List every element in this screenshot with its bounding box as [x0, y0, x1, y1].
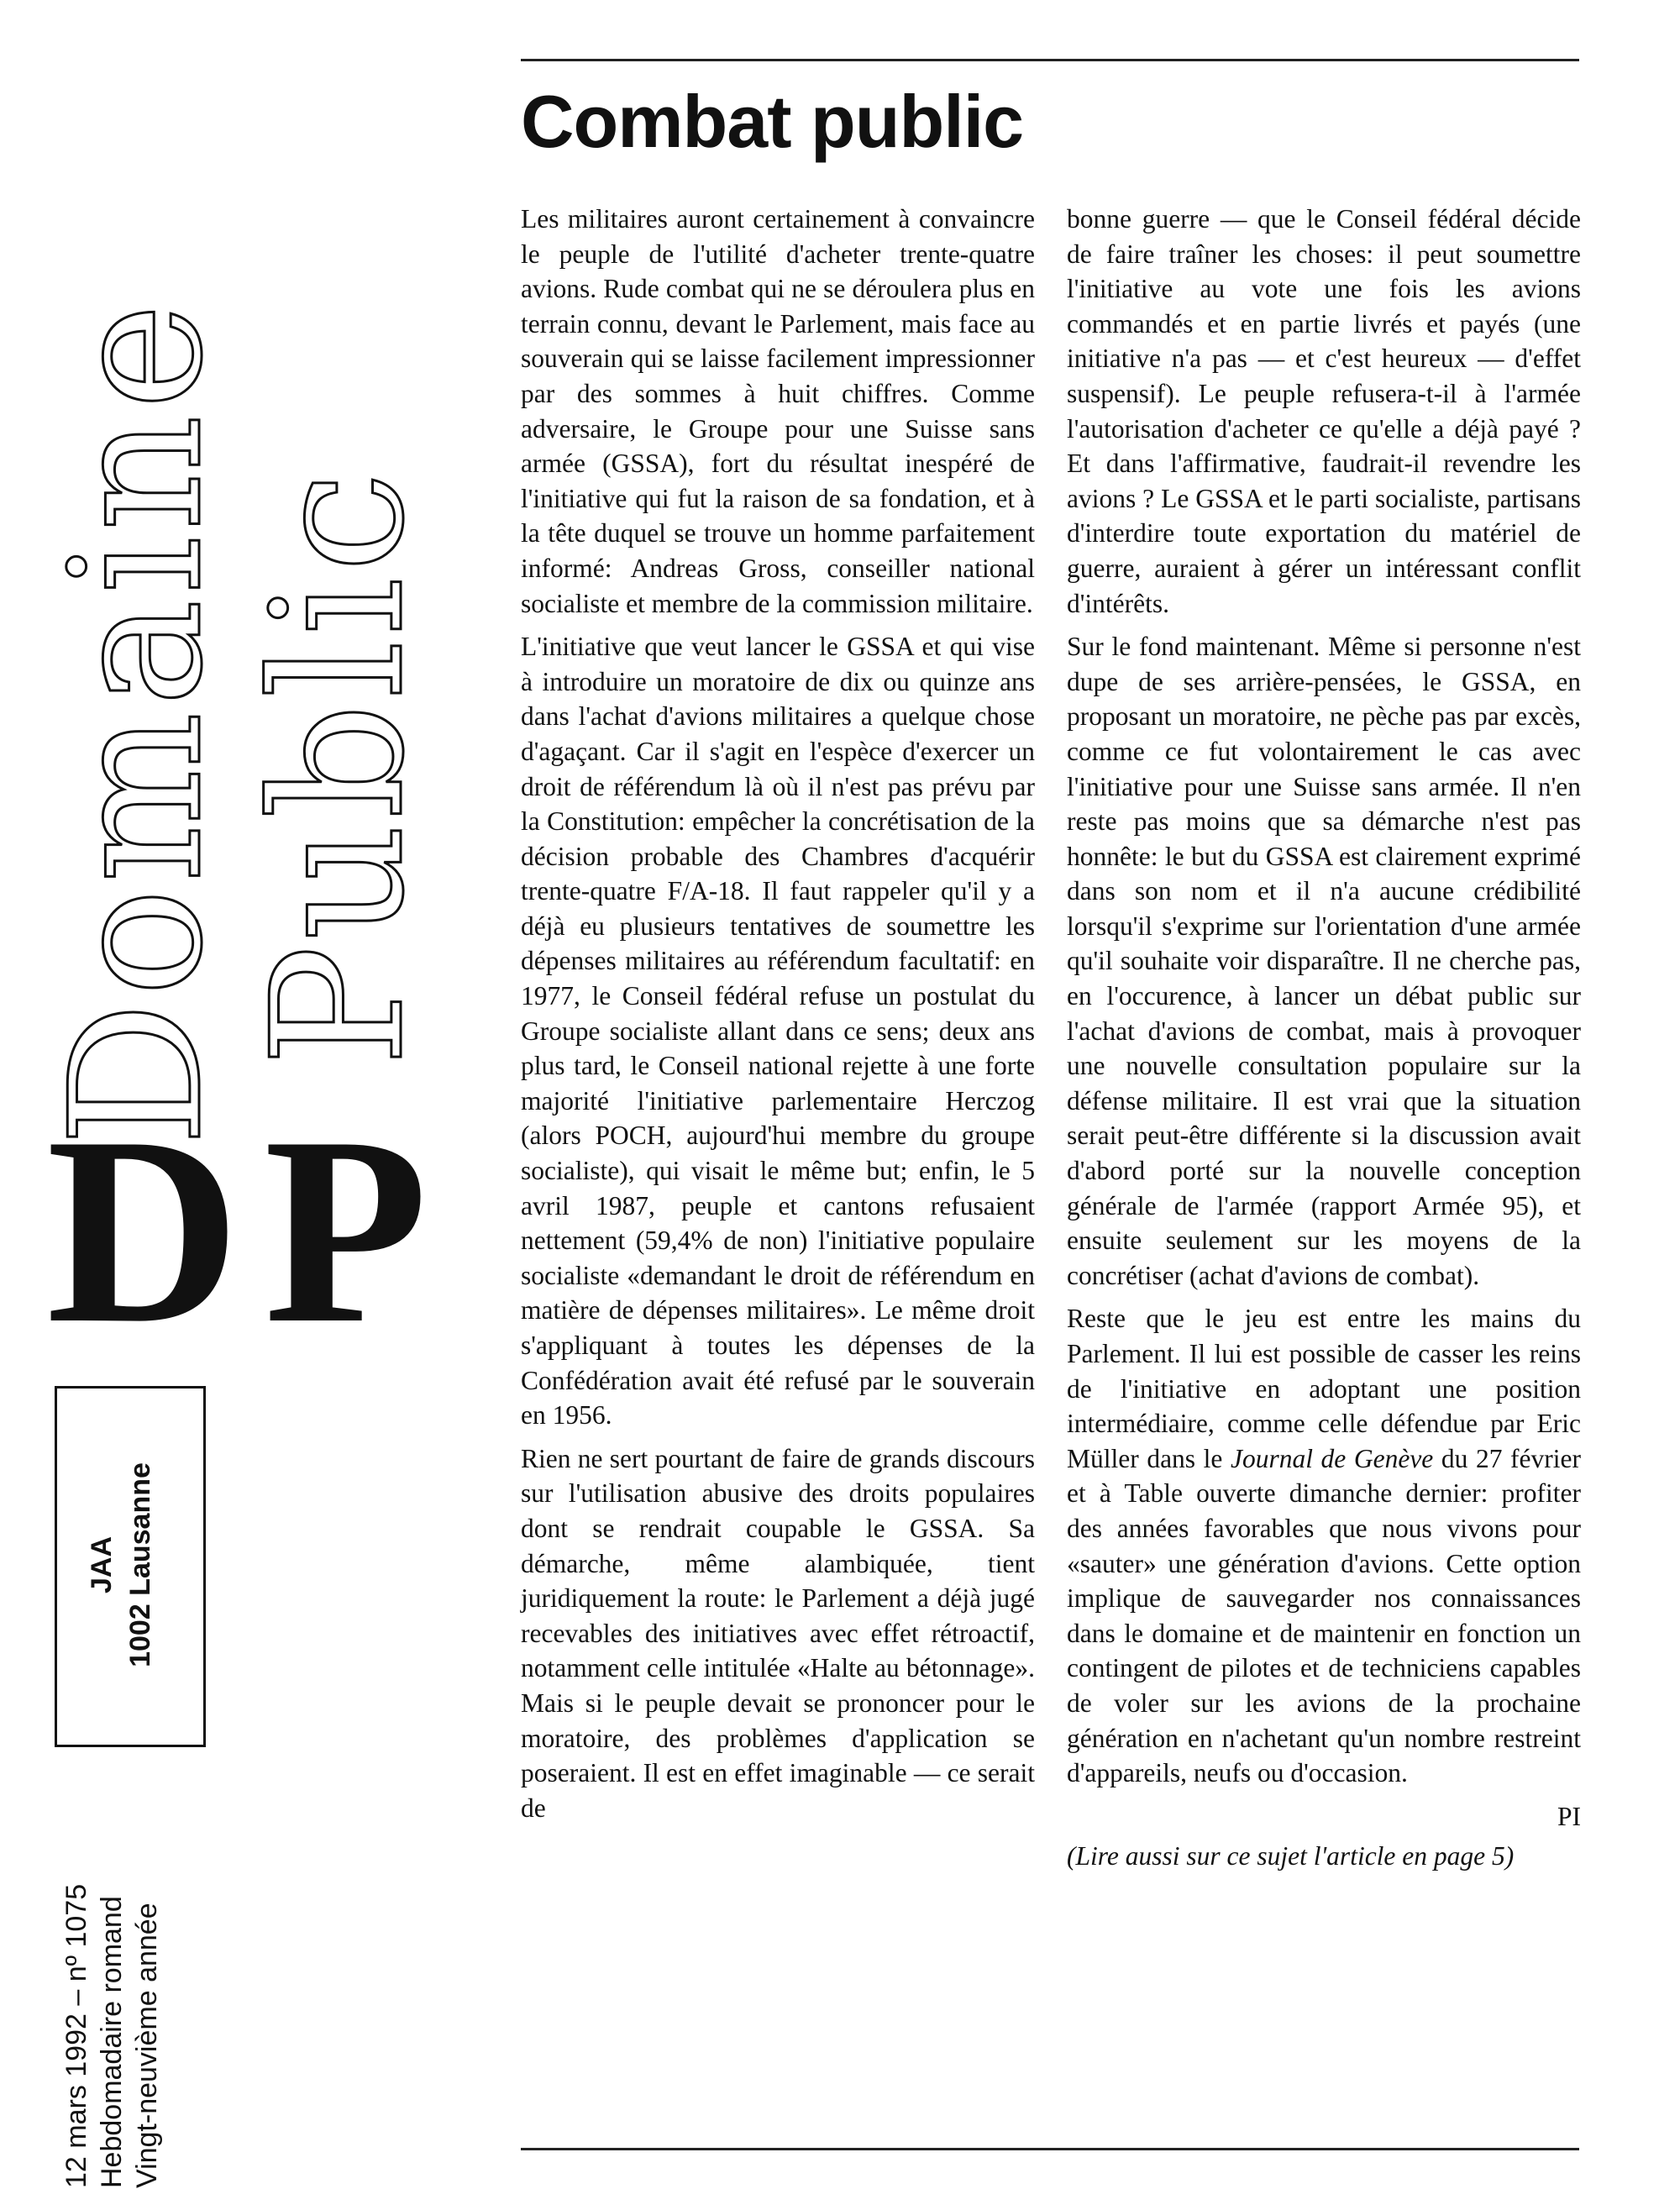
mailing-city: 1002 Lausanne [124, 1462, 156, 1667]
issue-info [59, 1884, 165, 2188]
newspaper-title: Journal de Genève [1230, 1443, 1434, 1473]
paragraph: L'initiative que veut lancer le GSSA et qui vise à introduire un moratoire de dix ou quinze ans dans l'achat d'avions militaires a quelque chose d'agaçant. Car il s'agit en l'espèce d'exercer un droit de référendum là où il n'est pas prévu par la Constitution: empêcher la concrétisation de la décision probable des Chambres d'acquérir trente-quatre F/A-18. Il faut rappeler qu'il y a déjà eu plusieurs tentatives de soumettre les dépenses militaires au référendum facultatif: en 1977, le Conseil fédéral refuse un postulat du Groupe socialiste allant dans ce sens; deux ans plus tard, le Conseil national rejette à une forte majorité l'initiative parlementaire Herczog (alors POCH, aujourd'hui membre du groupe socialiste), qui visait le même but; enfin, le 5 avril 1987, peuple et cantons refusaient nettement (59,4% de non) l'initiative populaire socialiste «demandant le droit de référendum en matière de dépenses militaires». Le même droit s'appliquant à toutes les dépenses de la Confédération avait été refusé par le souverain en 1956. [521, 632, 1035, 1430]
paragraph: Rien ne sert pourtant de faire de grands discours sur l'utilisation abusive des droits populaires dont se rendrait coupable le GSSA. Sa démarche, même alambiquée, tient juridiquement la route: le Parlement a déjà jugé recevables des initiatives avec effet rétroactif, notamment celle intitulée «Halte au bétonnage». Mais si le peuple devait se prononcer pour le moratoire, des problèmes d'application se poseraient. Il est en effet imaginable — ce serait de [521, 1443, 1035, 1823]
mailing-label [82, 1414, 160, 1716]
issue-date-number: 12 mars 1992 – nº 1075 [60, 1883, 92, 2188]
top-rule [521, 59, 1579, 61]
paragraph-text: Reste que le jeu est entre les mains du Parlement. Il lui est possible de casser les reins de l'initiative en adoptant une position intermédiaire, comme celle défendue par Eric Müller dans le [1067, 1304, 1581, 1473]
see-also-note: (Lire aussi sur ce sujet l'article en page 5) [1067, 1841, 1515, 1871]
paragraph: Sur le fond maintenant. Même si personne n'est dupe de ses arrière-pensées, le GSSA, en proposant un moratoire, ne pèche pas par excès, comme ce fut volontairement le cas avec l'initiative pour une Suisse sans armée. Il n'en reste pas moins que sa démarche n'est pas honnête: le but du GSSA est clairement exprimé dans son nom et il n'a aucune crédibilité lorsqu'il s'exprime sur l'orientation d'une armée qu'il souhaite voir disparaître. Il ne cherche pas, en l'occurence, à lancer un débat public sur l'achat d'avions de combat, mais à provoquer une nouvelle consultation populaire sur la défense militaire. Il est vrai que la situation serait peut-être différente si la discussion avait d'abord porté sur la nouvelle conception générale de l'armée (rapport Armée 95), et ensuite seulement sur les moyens de la concrétiser (achat d'avions de combat). [1067, 632, 1581, 1290]
article-column-right [1067, 202, 1581, 1874]
mailing-label-box [55, 1386, 206, 1747]
mailing-code: JAA [86, 1535, 118, 1594]
paragraph: bonne guerre — que le Conseil fédéral décide de faire traîner les choses: il peut soumettre l'initiative au vote une fois les avions commandés et en partie livrés et payés (une initiative n'a pas — et c'est heureux — d'effet suspensif). Le peuple refusera-t-il à l'armée l'autorisation d'acheter ce qu'elle a déjà payé ? Et dans l'affirmative, faudrait-il revendre les avions ? Le GSSA et le parti socialiste, partisans d'interdire toute exportation du matériel de guerre, auraient à gérer un intéressant conflit d'intérêts. [1067, 204, 1581, 618]
masthead-title-domaine: Domaine [31, 297, 242, 1147]
issue-frequency: Hebdomadaire romand [96, 1896, 128, 2188]
issue-volume: Vingt-neuvième année [131, 1903, 163, 2188]
paragraph-text: du 27 février et à Table ouverte dimanche dernier: profiter des années favorables que nous vivons pour «sauter» une génération d'avions. Cette option implique de sauvegarder nos connaissances dans le domaine et de maintenir en fonction un contingent de pilotes et de techniciens capables de voler sur les avions de la prochaine génération en n'achetant qu'un nombre restreint d'appareils, neufs ou d'occasion. [1067, 1443, 1581, 1788]
paragraph: Les militaires auront certainement à convaincre le peuple de l'utilité d'acheter trente-quatre avions. Rude combat qui ne se déroulera plus en terrain connu, devant le Parlement, mais face au souverain qui se laisse facilement impressionner par des sommes à huit chiffres. Comme adversaire, le Groupe pour une Suisse sans armée (GSSA), fort du résultat inespéré de l'initiative qui fut la raison de sa fondation, et à la tête duquel se trouve un homme parfaitement informé: Andreas Gross, conseiller national socialiste et membre de la commission militaire. [521, 204, 1035, 618]
bottom-rule [521, 2148, 1579, 2150]
article-headline: Combat public [521, 80, 1024, 163]
paragraph [1067, 1301, 1581, 1790]
masthead-title-public: Public [233, 466, 444, 1067]
article-column-left [521, 202, 1035, 1834]
dp-monogram: DP [46, 1082, 452, 1379]
author-initials: PI [1557, 1801, 1581, 1831]
